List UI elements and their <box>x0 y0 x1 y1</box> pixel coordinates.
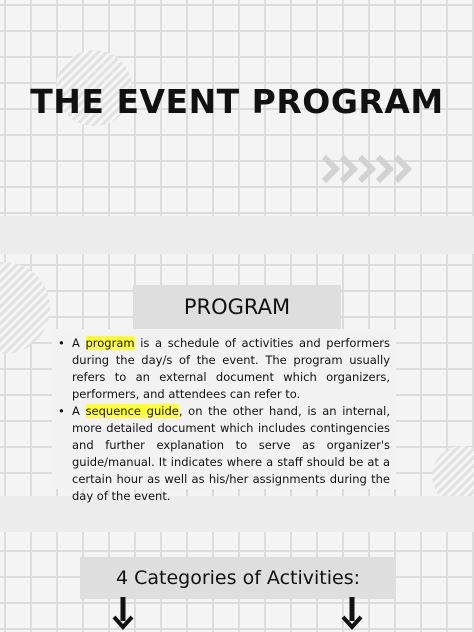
bullet-text: A <box>72 404 86 418</box>
bullet-icon: • <box>58 404 65 418</box>
program-description-box <box>52 329 396 503</box>
bullet-text: A <box>72 336 86 350</box>
down-arrow-icon <box>341 597 363 632</box>
program-header: PROGRAM <box>133 285 341 330</box>
down-arrow-icon <box>112 597 134 632</box>
highlighted-term: program <box>85 336 135 350</box>
bullet-icon: • <box>58 336 65 350</box>
categories-header: 4 Categories of Activities: <box>80 557 396 599</box>
chevrons-icon <box>320 154 414 184</box>
bullet-sequence-guide-definition <box>58 403 390 505</box>
bullet-program-definition <box>58 335 390 403</box>
highlighted-term: sequence guide <box>85 404 179 418</box>
decorative-striped-circle <box>0 262 50 354</box>
page-title: THE EVENT PROGRAM <box>30 82 444 121</box>
decorative-band <box>0 216 474 254</box>
bullet-text: , on the other hand, is an internal, more detailed document which includes contingencies and further explanation to serve as organizer's guide/manual. It indicates where a staff should be at a certain hour as well as his/her assignments during the day of the event. <box>72 404 390 503</box>
bullet-text: is a schedule of activities and performers during the day/s of the event. The program usually refers to an external document which organizers, performers, and attendees can refer to. <box>72 336 390 401</box>
